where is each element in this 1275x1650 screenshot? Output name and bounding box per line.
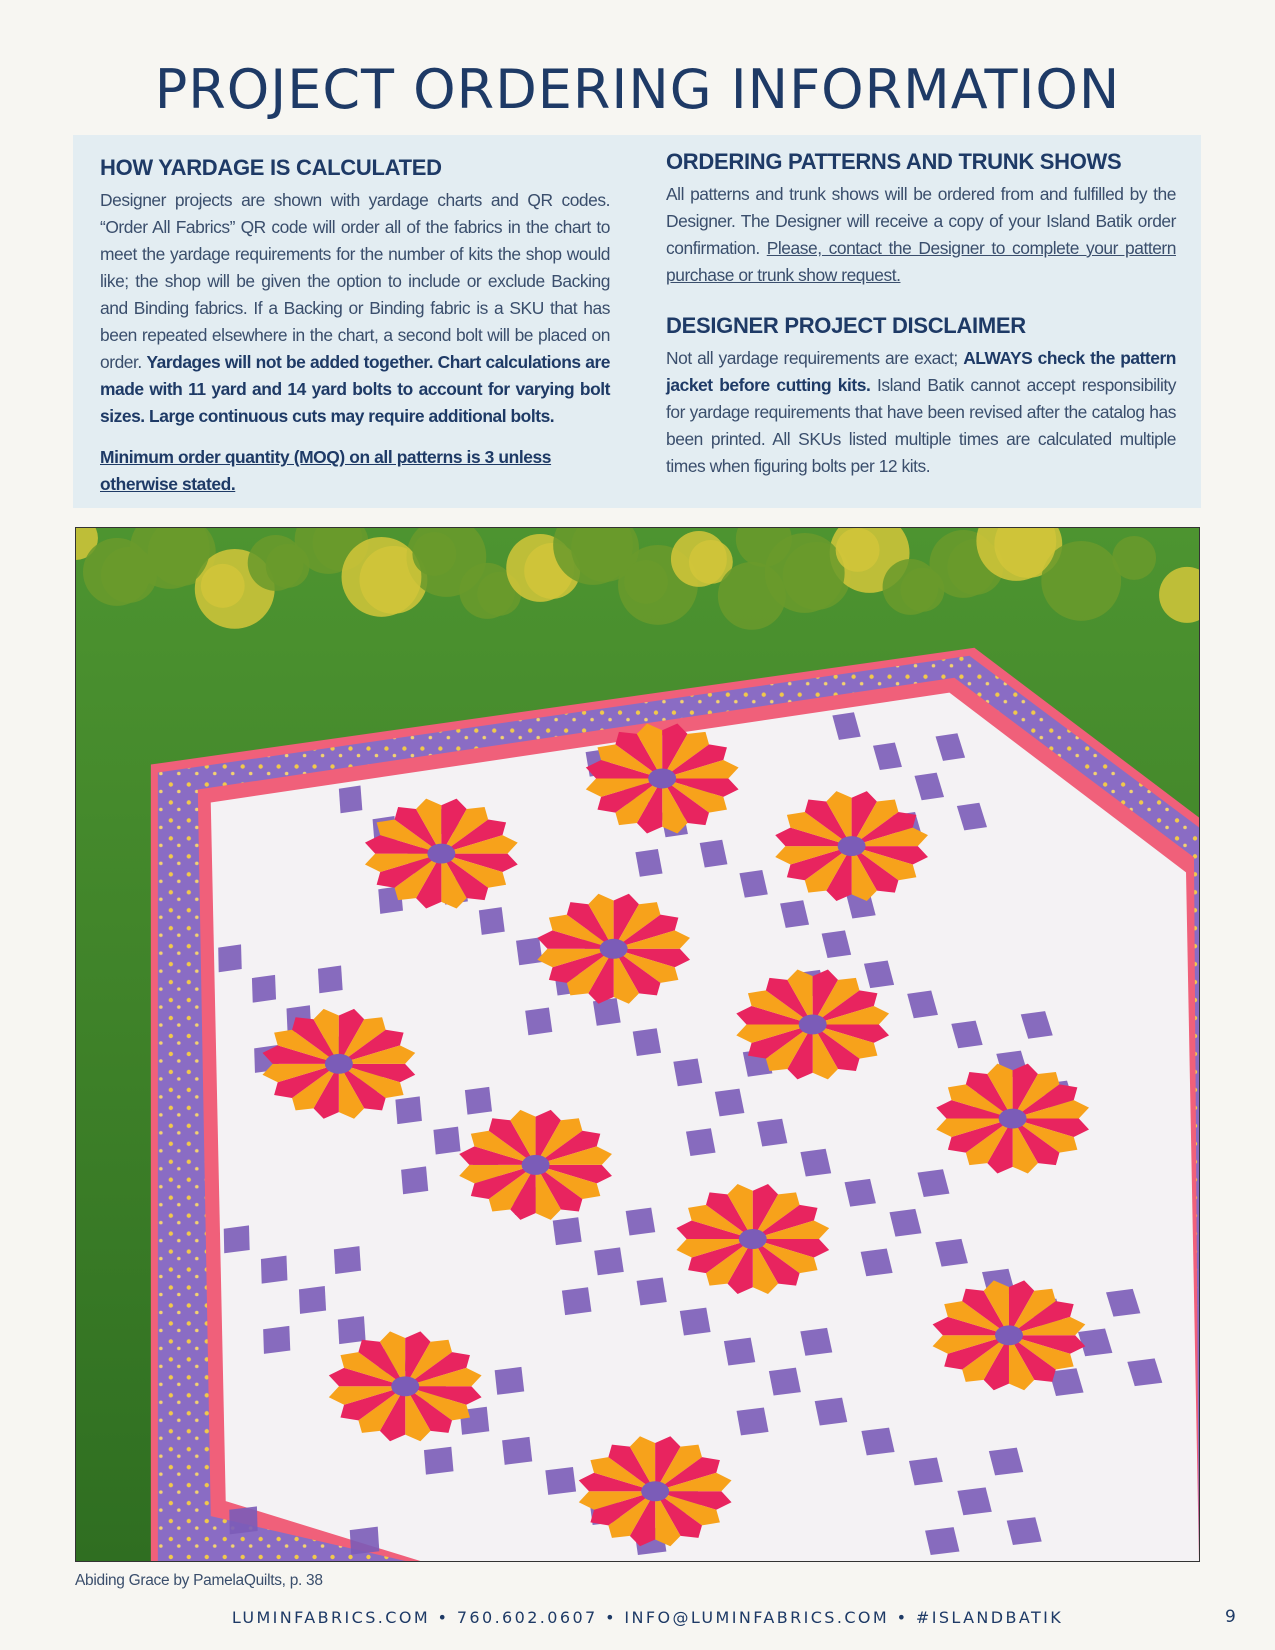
flower-center (838, 836, 866, 856)
purple-square (769, 1368, 801, 1396)
purple-square (479, 907, 505, 935)
purple-square (562, 1287, 592, 1315)
purple-square (318, 965, 343, 993)
disclaimer-pre: Not all yardage requirements are exact; (666, 348, 958, 368)
purple-square (724, 1338, 755, 1366)
yardage-body-text: Designer projects are shown with yardage charts and QR codes. “Order All Fabrics” QR code will order all of the fabrics in the chart to meet the yardage requirements for the number of kits the shop would like; the shop will be given the option to include or exclude Backing and Binding fabrics. If a Backing or Binding fabric is a SKU that has been repeated elsewhere in the chart, a second bolt will be placed on order. (100, 190, 610, 372)
purple-square (861, 1428, 894, 1456)
page-number: 9 (1225, 1607, 1236, 1627)
purple-square (252, 975, 276, 1003)
photo-caption: Abiding Grace by PamelaQuilts, p. 38 (75, 1572, 323, 1589)
purple-square (925, 1527, 959, 1555)
purple-square (334, 1246, 361, 1274)
purple-square (737, 1407, 769, 1435)
flower-center (325, 1054, 353, 1074)
quilt-photo (75, 527, 1200, 1562)
ordering-body (666, 181, 1176, 289)
purple-square (401, 1166, 428, 1194)
info-panel (73, 135, 1201, 508)
flower-center (648, 768, 676, 788)
ordering-column (666, 149, 1176, 480)
purple-square (594, 1247, 624, 1275)
hedge-blob (201, 564, 245, 608)
quilt-illustration (76, 528, 1199, 1561)
disclaimer-body (666, 345, 1176, 480)
moq-note: Minimum order quantity (MOQ) on all patterns is 3 unless otherwise stated. (100, 447, 552, 494)
disclaimer-bold: ALWAYS check the pattern jacket before cutting kits. (666, 348, 1176, 395)
purple-square (465, 1087, 492, 1115)
flower-center (739, 1229, 767, 1249)
purple-square (815, 1398, 848, 1426)
flower-center (799, 1014, 827, 1034)
purple-square (339, 786, 362, 814)
footer-contact: LUMINFABRICS.COM • 760.602.0607 • INFO@LUMINFABRICS.COM • #ISLANDBATIK (231, 1608, 1064, 1627)
hedge-blob (342, 537, 422, 617)
purple-square (229, 1506, 257, 1534)
purple-square (757, 1119, 787, 1147)
disclaimer-post: Island Batik cannot accept responsibility for yardage requirements that have been revised after the catalog has been printed. All SKUs listed multiple times are calculated multiple times when figuring bolts per 12 kits. (666, 375, 1176, 476)
disclaimer-heading: DESIGNER PROJECT DISCLAIMER (666, 313, 1026, 338)
purple-square (433, 1127, 460, 1155)
purple-square (502, 1437, 532, 1465)
purple-square (715, 1089, 745, 1117)
purple-square (525, 1007, 552, 1035)
flower-center (641, 1481, 669, 1501)
purple-square (637, 1278, 667, 1306)
purple-square (635, 849, 662, 877)
purple-square (800, 1328, 832, 1356)
flower-center (999, 1109, 1027, 1129)
purple-square (261, 1256, 288, 1284)
hedge-blob (836, 528, 880, 572)
flower-center (427, 844, 455, 864)
purple-square (957, 1487, 991, 1515)
quilt-body (211, 693, 1199, 1561)
page-title: PROJECT ORDERING INFORMATION (154, 58, 1121, 121)
purple-square (626, 1208, 656, 1236)
purple-square (350, 1527, 380, 1555)
yardage-column (100, 155, 610, 498)
contact-designer-link[interactable]: Please, contact the Designer to complete your pattern purchase or trunk show request. (666, 238, 1176, 285)
yardage-heading: HOW YARDAGE IS CALCULATED (100, 155, 442, 180)
flower-center (995, 1325, 1023, 1345)
hedge-blob (412, 532, 456, 576)
yardage-body (100, 187, 610, 430)
ordering-heading: ORDERING PATTERNS AND TRUNK SHOWS (666, 149, 1122, 174)
ordering-body-text: All patterns and trunk shows will be ordered from and fulfilled by the Designer. The Designer will receive a copy of your Island Batik order confirmation. (666, 184, 1176, 258)
purple-square (545, 1467, 576, 1495)
purple-square (224, 1225, 250, 1253)
purple-square (299, 1286, 326, 1314)
hedge-blob (765, 533, 845, 613)
purple-square (218, 944, 241, 972)
flower-center (600, 939, 628, 959)
purple-square (633, 1028, 661, 1056)
purple-square (909, 1457, 943, 1485)
purple-square (673, 1058, 702, 1086)
purple-square (680, 1308, 711, 1336)
purple-square (800, 1149, 831, 1177)
purple-square (553, 1217, 582, 1245)
purple-square (686, 1128, 716, 1156)
purple-square (338, 1316, 366, 1344)
hedge-blob (1112, 536, 1156, 580)
purple-square (424, 1447, 454, 1475)
purple-square (495, 1367, 525, 1395)
flower-center (522, 1155, 550, 1175)
hedge-blob (624, 560, 668, 604)
hedge-blob (671, 531, 727, 587)
flower-center (391, 1376, 419, 1396)
purple-square (263, 1326, 290, 1354)
purple-square (516, 938, 543, 966)
yardage-body-bold: Yardages will not be added together. Chart calculations are made with 11 yard and 14 yard bolts to account for varying bolt sizes. Large continuous cuts may require additional bolts. (100, 352, 611, 426)
purple-square (395, 1096, 422, 1124)
